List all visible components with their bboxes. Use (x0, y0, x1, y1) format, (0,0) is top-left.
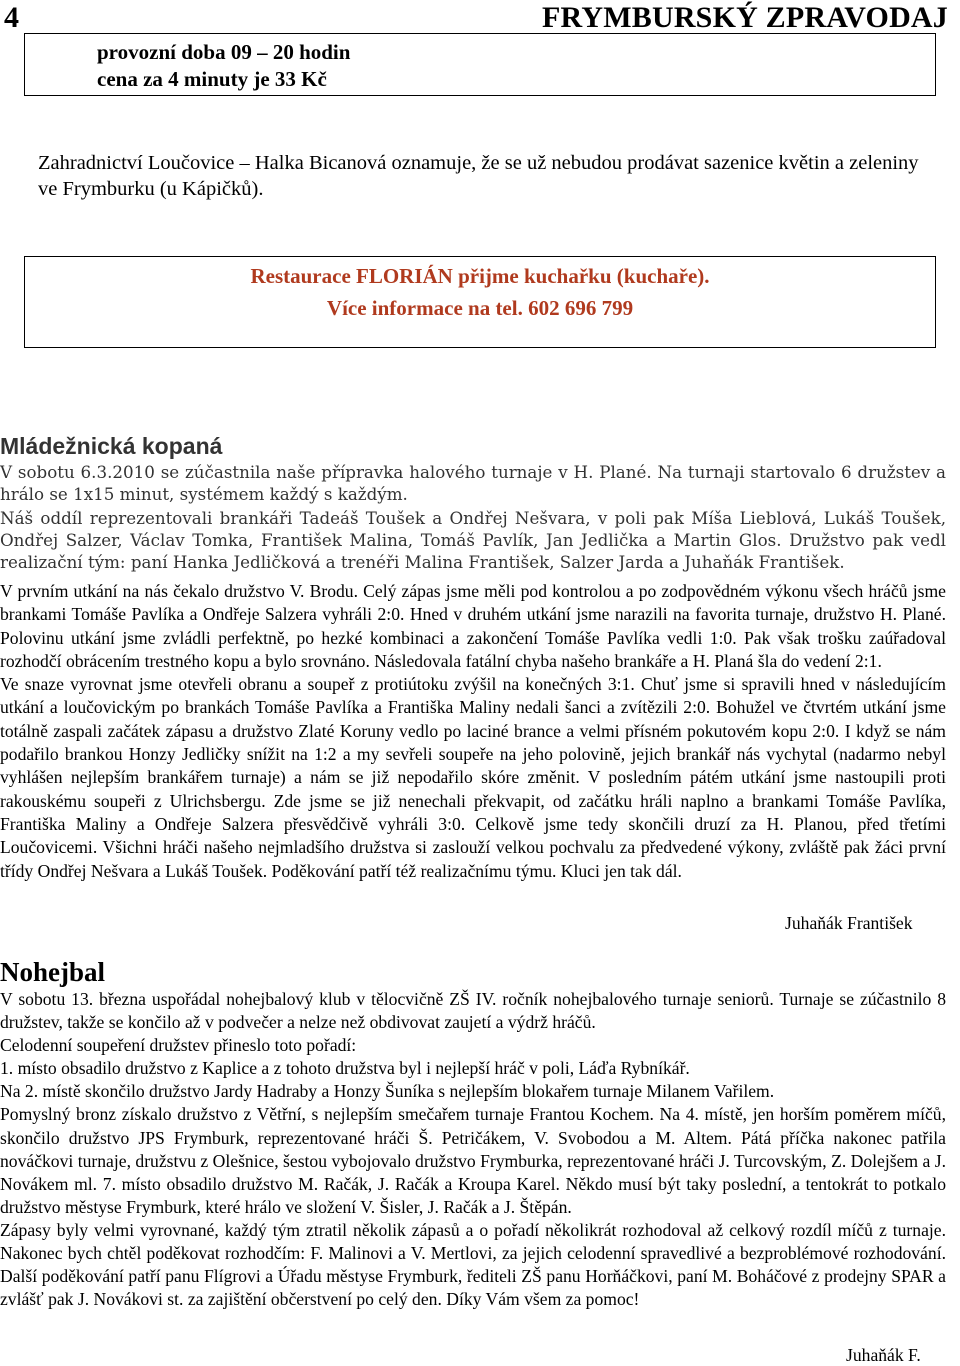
page-number: 4 (4, 1, 19, 34)
newsletter-title: FRYMBURSKÝ ZPRAVODAJ (542, 1, 948, 34)
restaurace-ad-box (24, 256, 936, 348)
kopana-article (0, 580, 946, 883)
price-info: cena za 4 minuty je 33 Kč (97, 67, 327, 91)
nohejbal-article (0, 988, 946, 1311)
kopana-heading: Mládežnická kopaná (0, 433, 223, 459)
kopana-signature: Juhaňák František (785, 913, 913, 933)
nohejbal-line: V sobotu 13. března uspořádal nohejbalový klub v tělocvičně ZŠ IV. ročník nohejbalového turnaje seniorů. Turnaje se zúčastnilo 8 družstev, takže se končilo až v podvečer a nelze než obdivovat zaujetí a výdrž hráčů. (0, 989, 946, 1033)
restaurace-ad-line1: Restaurace FLORIÁN přijme kuchařku (kuchaře). (250, 264, 710, 288)
nohejbal-line: Pomyslný bronz získalo družstvo z Větřní, s nejlepším smečařem turnaje Frantou Kochem. Na 4. místě, jen horším poměrem míčů, skončilo družstvo JPS Frymburk, reprezentované hráči Š. Petričákem, V. Svobodou a M. Altem. Pátá příčka nakonec patřila nováčkovi turnaje, družstvu z Olešnice, šestou vybojovalo družstvo Frymburka, reprezentované hráči J. Turcovským, Z. Dolejšem a J. Novákem ml. 7. místo obsadilo družstvo M. Račák, J. Račák a Kroupa Karel. Někdo musí být taky poslední, a tentokrát to potkalo družstvo městyse Frymburk, které hrálo ve složení V. Šisler, J. Račák a J. Štěpán. (0, 1104, 946, 1217)
nohejbal-line: Na 2. místě skončilo družstvo Jardy Hadraby a Honzy Šuníka s nejlepším blokařem turnaje Milanem Vařilem. (0, 1081, 775, 1102)
nohejbal-signature: Juhaňák F. (846, 1345, 921, 1365)
kopana-paragraph: V prvním utkání na nás čekalo družstvo V. Brodu. Celý zápas jsme měli pod kontrolou a po zodpovědném výkonu všech hráčů jsme brankami Tomáše Pavlíka a Ondřeje Salzera vyhráli 2:0. Hned v druhém utkání jsme narazili na favorita turnaje, družstvo H. Plané. Polovinu utkání jsme zvládli perfektně, po hezké kombinaci a zakončení Tomáše Pavlíka vedli 1:0. Pak však trošku zaúřadoval rozhodčí obrácením trestného kopu a bylo srovnáno. Následovala fatální chyba našeho brankáře a H. Planá šla do vedení 2:1. (0, 581, 946, 671)
nohejbal-line: Celodenní soupeření družstev přineslo toto pořadí: (0, 1035, 357, 1056)
zahradnictvi-notice: Zahradnictví Loučovice – Halka Bicanová oznamuje, že se už nebudou prodávat sazenice květin a zeleniny ve Frymburku (u Kápičků). (38, 152, 919, 200)
nohejbal-line: 1. místo obsadilo družstvo z Kaplice a z tohoto družstva byl i nejlepší hráč v poli, Láďa Rybníkář. (0, 1058, 690, 1079)
kopana-roster: Náš oddíl reprezentovali brankáři Tadeáš Toušek a Ondřej Nešvara, v poli pak Míša Lieblová, Lukáš Toušek, Ondřej Salzer, Václav Tomka, František Malina, Tomáš Pavlík, Jan Jedlička a Martin Glos. Družstvo pak vedl realizační tým: paní Hanka Jedličková a trenéři Malina František, Salzer Jarda a Juhaňák František. (0, 508, 946, 572)
kopana-intro: V sobotu 6.3.2010 se zúčastnila naše přípravka halového turnaje v H. Plané. Na turnaji startovalo 6 družstev a hrálo se 1x15 minut, systémem každý s každým. (0, 462, 946, 504)
opening-hours: provozní doba 09 – 20 hodin (97, 40, 351, 64)
restaurace-ad-line2: Více informace na tel. 602 696 799 (326, 296, 634, 320)
notice-box (24, 33, 936, 96)
kopana-paragraph: Ve snaze vyrovnat jsme otevřeli obranu a soupeř z protiútoku zvýšil na konečných 3:1. Chuť jsme si spravili hned v následujícím utkání a loučovickým po brankách Tomáše Pavlíka a Františka Maliny nedali šanci a zvítězili 2:0. Bohužel ve čtvrtém utkání jsme totálně zaspali začátek zápasu a družstvo Zlaté Koruny vedlo po laciné brance a velmi přísném pokutovém kopu 2:0. I když se nám podařilo brankou Honzy Jedličky snížit na 1:2 a my sevřeli soupeře na jeho polovině, jejich brankář nás vychytal (nadarmo nebyl vyhlášen nejlepším brankářem turnaje) a nám se již nepodařilo skóre změnit. V posledním pátém utkání jsme nastoupili proti rakouskému soupeři z Ulrichsbergu. Zde jsme se již nenechali překvapit, od začátku hráli naplno a brankami Tomáše Pavlíka, Františka Maliny a Ondřeje Salzera přesvědčivě vyhráli 3:0. Celkově jsme tedy skončili druzí za H. Planou, před třetími Loučovicemi. Všichni hráči našeho nejmladšího družstva si zaslouží velkou pochvalu za předvedené výkony, zvláště pak žáci první třídy Ondřej Nešvara a Lukáš Toušek. Poděkování patří též realizačnímu týmu. Kluci jen tak dál. (0, 674, 946, 881)
nohejbal-line: Zápasy byly velmi vyrovnané, každý tým ztratil několik zápasů a o pořadí několikrát rozhodoval až celkový rozdíl míčů z turnaje. Nakonec bych chtěl poděkovat rozhodčím: F. Malinovi a V. Mertlovi, za jejich celodenní spravedlivé a bezproblémové rozhodování. Další poděkování patří panu Flígrovi a Úřadu městyse Frymburk, řediteli ZŠ panu Horňáčkovi, paní M. Boháčové z prodejny SPAR a zvlášť pak J. Novákovi st. za zajištění občerstvení po celý den. Díky Vám všem za pomoc! (0, 1219, 946, 1310)
page-header (0, 0, 960, 36)
nohejbal-heading: Nohejbal (0, 957, 106, 987)
